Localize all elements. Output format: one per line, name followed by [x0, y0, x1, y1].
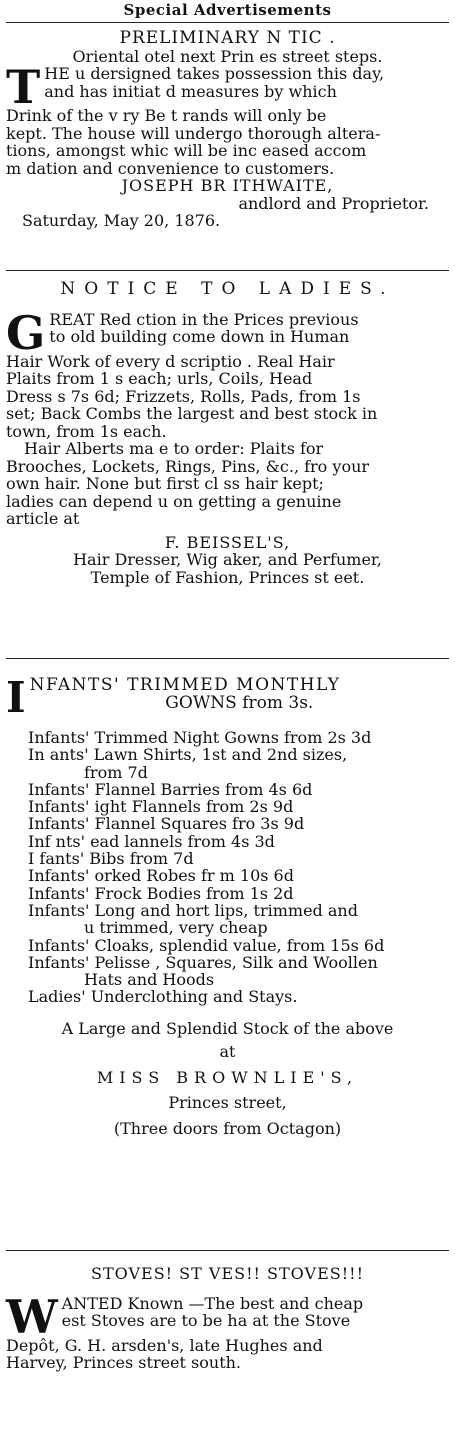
body-line: Plaits from 1 s each; urls, Coils, Head: [6, 369, 313, 388]
advert-body: [6, 305, 449, 528]
shop-trade: Hair Dresser, Wig aker, and Perfumer,: [73, 550, 382, 569]
body-line: Depôt, G. H. arsden's, late Hughes and: [6, 1335, 323, 1355]
list-item-continuation: Hats and Hoods: [84, 970, 215, 990]
shop-address: Princes street,: [168, 1093, 287, 1113]
list-item: Ladies' Underclothing and Stays.: [28, 987, 298, 1007]
shop-name: F. BEISSEL'S,: [164, 532, 291, 552]
advert-subheading: Oriental otel next Prin es street steps.: [72, 46, 383, 66]
advert-heading: STOVES! ST VES!! STOVES!!!: [91, 1264, 364, 1283]
body-line: Dress s 7s 6d; Frizzets, Rolls, Pads, from 1s: [6, 386, 361, 406]
list-item: Infants' Flannel Barries from 4s 6d: [28, 779, 313, 799]
advert-heading: PRELIMINARY N TIC .: [119, 28, 336, 48]
body-line: est Stoves are to be ha at the Stove: [61, 1311, 351, 1330]
list-item: Infants' orked Robes fr m 10s 6d: [28, 866, 294, 886]
advert-body: [6, 60, 449, 178]
body-line: tions, amongst whic will be inc eased accom: [6, 141, 367, 160]
advert-date: Saturday, May 20, 1876.: [22, 211, 221, 230]
drop-cap: T: [6, 60, 41, 114]
body-line: kept. The house will undergo thorough altera-: [6, 123, 381, 143]
body-line: ANTED Known —The best and cheap: [61, 1293, 364, 1313]
body-line: town, from 1s each.: [6, 421, 167, 441]
heading-line: NFANTS' TRIMMED MONTHLY: [29, 675, 341, 695]
body-line: m dation and convenience to customers.: [6, 158, 335, 178]
heading-line: GOWNS from 3s.: [165, 692, 314, 713]
list-item: Infants' Trimmed Night Gowns from 2s 3d: [28, 728, 372, 747]
shop-address: Temple of Fashion, Princes st eet.: [90, 567, 365, 587]
body-line: Hair Work of every d scriptio . Real Hair: [6, 351, 335, 371]
list-item: I fants' Bibs from 7d: [28, 849, 194, 869]
advert-hotel-notice: [6, 23, 449, 270]
stock-at: at: [219, 1042, 236, 1062]
body-line: and has initiat d measures by which: [44, 81, 337, 101]
body-line: article at: [6, 509, 80, 528]
stock-line: A Large and Splendid Stock of the above: [61, 1018, 394, 1038]
advert-notice-to-ladies: [6, 271, 449, 658]
list-item-continuation: u trimmed, very cheap: [84, 918, 268, 938]
list-item: In ants' Lawn Shirts, 1st and 2nd sizes,: [28, 745, 348, 765]
body-line: own hair. None but first cl ss hair kept;: [6, 474, 324, 493]
list-item: Infants' Cloaks, splendid value, from 15s 6d: [28, 935, 385, 955]
signature-role: andlord and Proprietor.: [238, 193, 429, 213]
body-line: HE u dersigned takes possession this day,: [44, 64, 385, 83]
product-list: [6, 729, 449, 1006]
list-item: Infants' Flannel Squares fro 3s 9d: [28, 814, 305, 834]
advert-heading: [6, 673, 449, 722]
advert-body: [6, 1289, 449, 1372]
body-line: ladies can depend u on getting a genuine: [6, 491, 342, 511]
body-line: set; Back Combs the largest and best stock in: [6, 404, 378, 423]
shop-location-note: (Three doors from Octagon): [113, 1118, 342, 1138]
advert-infants-gowns: [6, 659, 449, 1250]
list-item: Infants' Frock Bodies from 1s 2d: [28, 883, 294, 903]
body-line: Hair Alberts ma e to order: Plaits for: [24, 439, 324, 458]
drop-cap: G: [6, 305, 46, 360]
body-line: REAT Red ction in the Prices previous: [49, 309, 359, 329]
list-item: Infants' Long and hort lips, trimmed and: [28, 900, 358, 920]
section-header: Special Advertisements: [123, 1, 332, 19]
shop-name: MISS BROWNLIE'S,: [96, 1067, 359, 1087]
list-item: Infants' Pelisse , Squares, Silk and Woollen: [28, 952, 378, 972]
advert-heading: NOTICE TO LADIES.: [60, 279, 395, 299]
drop-cap: I: [6, 673, 26, 722]
list-item: Infants' ight Flannels from 2s 9d: [28, 797, 294, 817]
drop-cap: W: [6, 1289, 58, 1344]
body-line: to old building come down in Human: [49, 327, 350, 346]
signature: JOSEPH BR ITHWAITE,: [121, 176, 334, 195]
body-line: Harvey, Princes street south.: [6, 1353, 242, 1372]
list-item-continuation: from 7d: [84, 762, 148, 782]
body-line: Brooches, Lockets, Rings, Pins, &c., fro your: [6, 456, 370, 476]
body-line: Drink of the v ry Be t rands will only be: [6, 106, 327, 125]
list-item: Inf nts' ead lannels from 4s 3d: [28, 831, 275, 851]
advert-stoves: [6, 1251, 449, 1372]
